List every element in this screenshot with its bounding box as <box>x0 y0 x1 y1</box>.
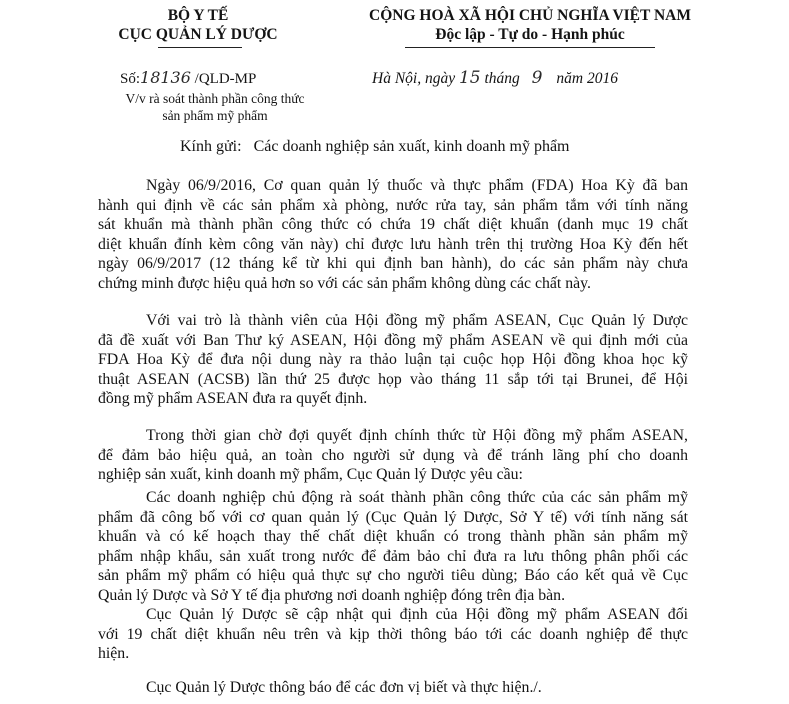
paragraph-line: Cục Quản lý Dược thông báo để các đơn vị biết và thực hiện./. <box>146 679 542 696</box>
issuer-underline <box>158 47 242 48</box>
paragraph-line: FDA Hoa Kỳ để đưa nội dung này ra thảo luận tại cuộc họp Hội đồng khoa học kỹ <box>98 351 688 368</box>
paragraph-line: Cục Quản lý Dược sẽ cập nhật qui định của Hội đồng mỹ phẩm ASEAN đối <box>146 606 688 623</box>
date-prefix: Hà Nội, ngày <box>372 70 456 87</box>
paragraph-line: đồng mỹ phẩm ASEAN đưa ra quyết định. <box>98 390 368 407</box>
paragraph-line: phẩm nhập khẩu, sản xuất trong nước để đảm bảo chỉ đưa ra lưu thông phân phối các <box>98 547 688 565</box>
paragraph-line: sản phẩm mỹ phẩm có hiệu quả thực sự cho người tiêu dùng; Báo cáo kết quả về Cục <box>98 567 688 584</box>
paragraph-line: diệt khuẩn đính kèm công văn này) chỉ được lưu hành trên thị trường Hoa Kỳ đến hết <box>98 235 688 253</box>
document-subject <box>110 90 320 124</box>
date-month: 9 <box>531 68 543 88</box>
doc-number-handwritten: 18136 <box>140 68 191 87</box>
date-month-label: tháng <box>484 70 520 87</box>
agency-name: CỤC QUẢN LÝ DƯỢC <box>118 26 278 43</box>
national-header <box>330 6 730 44</box>
national-motto: Độc lập - Tự do - Hạnh phúc <box>435 26 625 43</box>
paragraph-5 <box>98 605 688 664</box>
country-name: CỘNG HOÀ XÃ HỘI CHỦ NGHĨA VIỆT NAM <box>369 7 691 24</box>
paragraph-line: nghiệp sản xuất, kinh doanh mỹ phẩm, Cục Quản lý Dược yêu cầu: <box>98 466 523 483</box>
paragraph-line: hành qui định về các sản phẩm xà phòng, nước rửa tay, sản phẩm tắm với tính năng <box>98 196 688 214</box>
paragraph-line: ngày 06/9/2017 (12 tháng kể từ khi qui định ban hành), do các sản phẩm này chưa <box>98 255 688 272</box>
paragraph-1 <box>98 176 688 293</box>
paragraph-3 <box>98 426 688 485</box>
paragraph-line: Ngày 06/9/2016, Cơ quan quản lý thuốc và thực phẩm (FDA) Hoa Kỳ đã ban <box>146 177 688 194</box>
greeting: Kính gửi: Các doanh nghiệp sản xuất, kinh doanh mỹ phẩm <box>180 138 570 155</box>
paragraph-line: với 19 chất diệt khuẩn nêu trên và kịp thời thông báo tới các doanh nghiệp để thực <box>98 625 688 643</box>
doc-number-suffix: /QLD-MP <box>194 71 257 87</box>
motto-underline <box>405 47 655 48</box>
paragraph-line: khuẩn và có kế hoạch thay thế chất diệt khuẩn có trong thành phần sản phẩm mỹ <box>98 528 688 545</box>
paragraph-6 <box>98 678 688 698</box>
paragraph-4 <box>98 488 688 605</box>
document-number <box>120 68 256 88</box>
paragraph-line: đã đề xuất với Ban Thư ký ASEAN, Hội đồng mỹ phẩm ASEAN về qui định mới của <box>98 331 688 349</box>
paragraph-line: Quản lý Dược và Sở Y tế địa phương nơi doanh nghiệp đóng trên địa bàn. <box>98 586 566 604</box>
paragraph-line: phẩm đã công bố với cơ quan quản lý (Cục Quản lý Dược, Sở Y tế) với tính năng sát <box>98 508 688 526</box>
paragraph-line: hiện. <box>98 645 130 662</box>
paragraph-line: Các doanh nghiệp chủ động rà soát thành phần công thức của các sản phẩm mỹ <box>146 489 688 506</box>
paragraph-line: để đảm bảo hiệu quả, an toàn cho người sử dụng và để tránh lãng phí cho doanh <box>98 446 688 464</box>
paragraph-2 <box>98 311 688 409</box>
subject-line-2: sản phẩm mỹ phẩm <box>162 108 268 123</box>
date-line <box>372 68 618 88</box>
date-day: 15 <box>458 68 481 88</box>
ministry-name: BỘ Y TẾ <box>167 7 229 24</box>
paragraph-line: Với vai trò là thành viên của Hội đồng mỹ phẩm ASEAN, Cục Quản lý Dược <box>146 312 688 329</box>
paragraph-line: thuật ASEAN (ACSB) lần thứ 25 được họp vào tháng 11 sắp tới tại Brunei, để Hội <box>98 370 688 388</box>
paragraph-line: chứng minh được hiệu quả hơn so với các sản phẩm không dùng các chất này. <box>98 274 591 292</box>
paragraph-line: Trong thời gian chờ đợi quyết định chính thức từ Hội đồng mỹ phẩm ASEAN, <box>146 427 688 444</box>
date-year: năm 2016 <box>556 70 618 87</box>
subject-line-1: V/v rà soát thành phần công thức <box>125 91 305 106</box>
issuer-header <box>98 6 298 44</box>
paragraph-line: sát khuẩn mà thành phần công thức có chứa 19 chất diệt khuẩn (danh mục 19 chất <box>98 216 688 233</box>
doc-number-prefix: Số: <box>120 71 141 87</box>
